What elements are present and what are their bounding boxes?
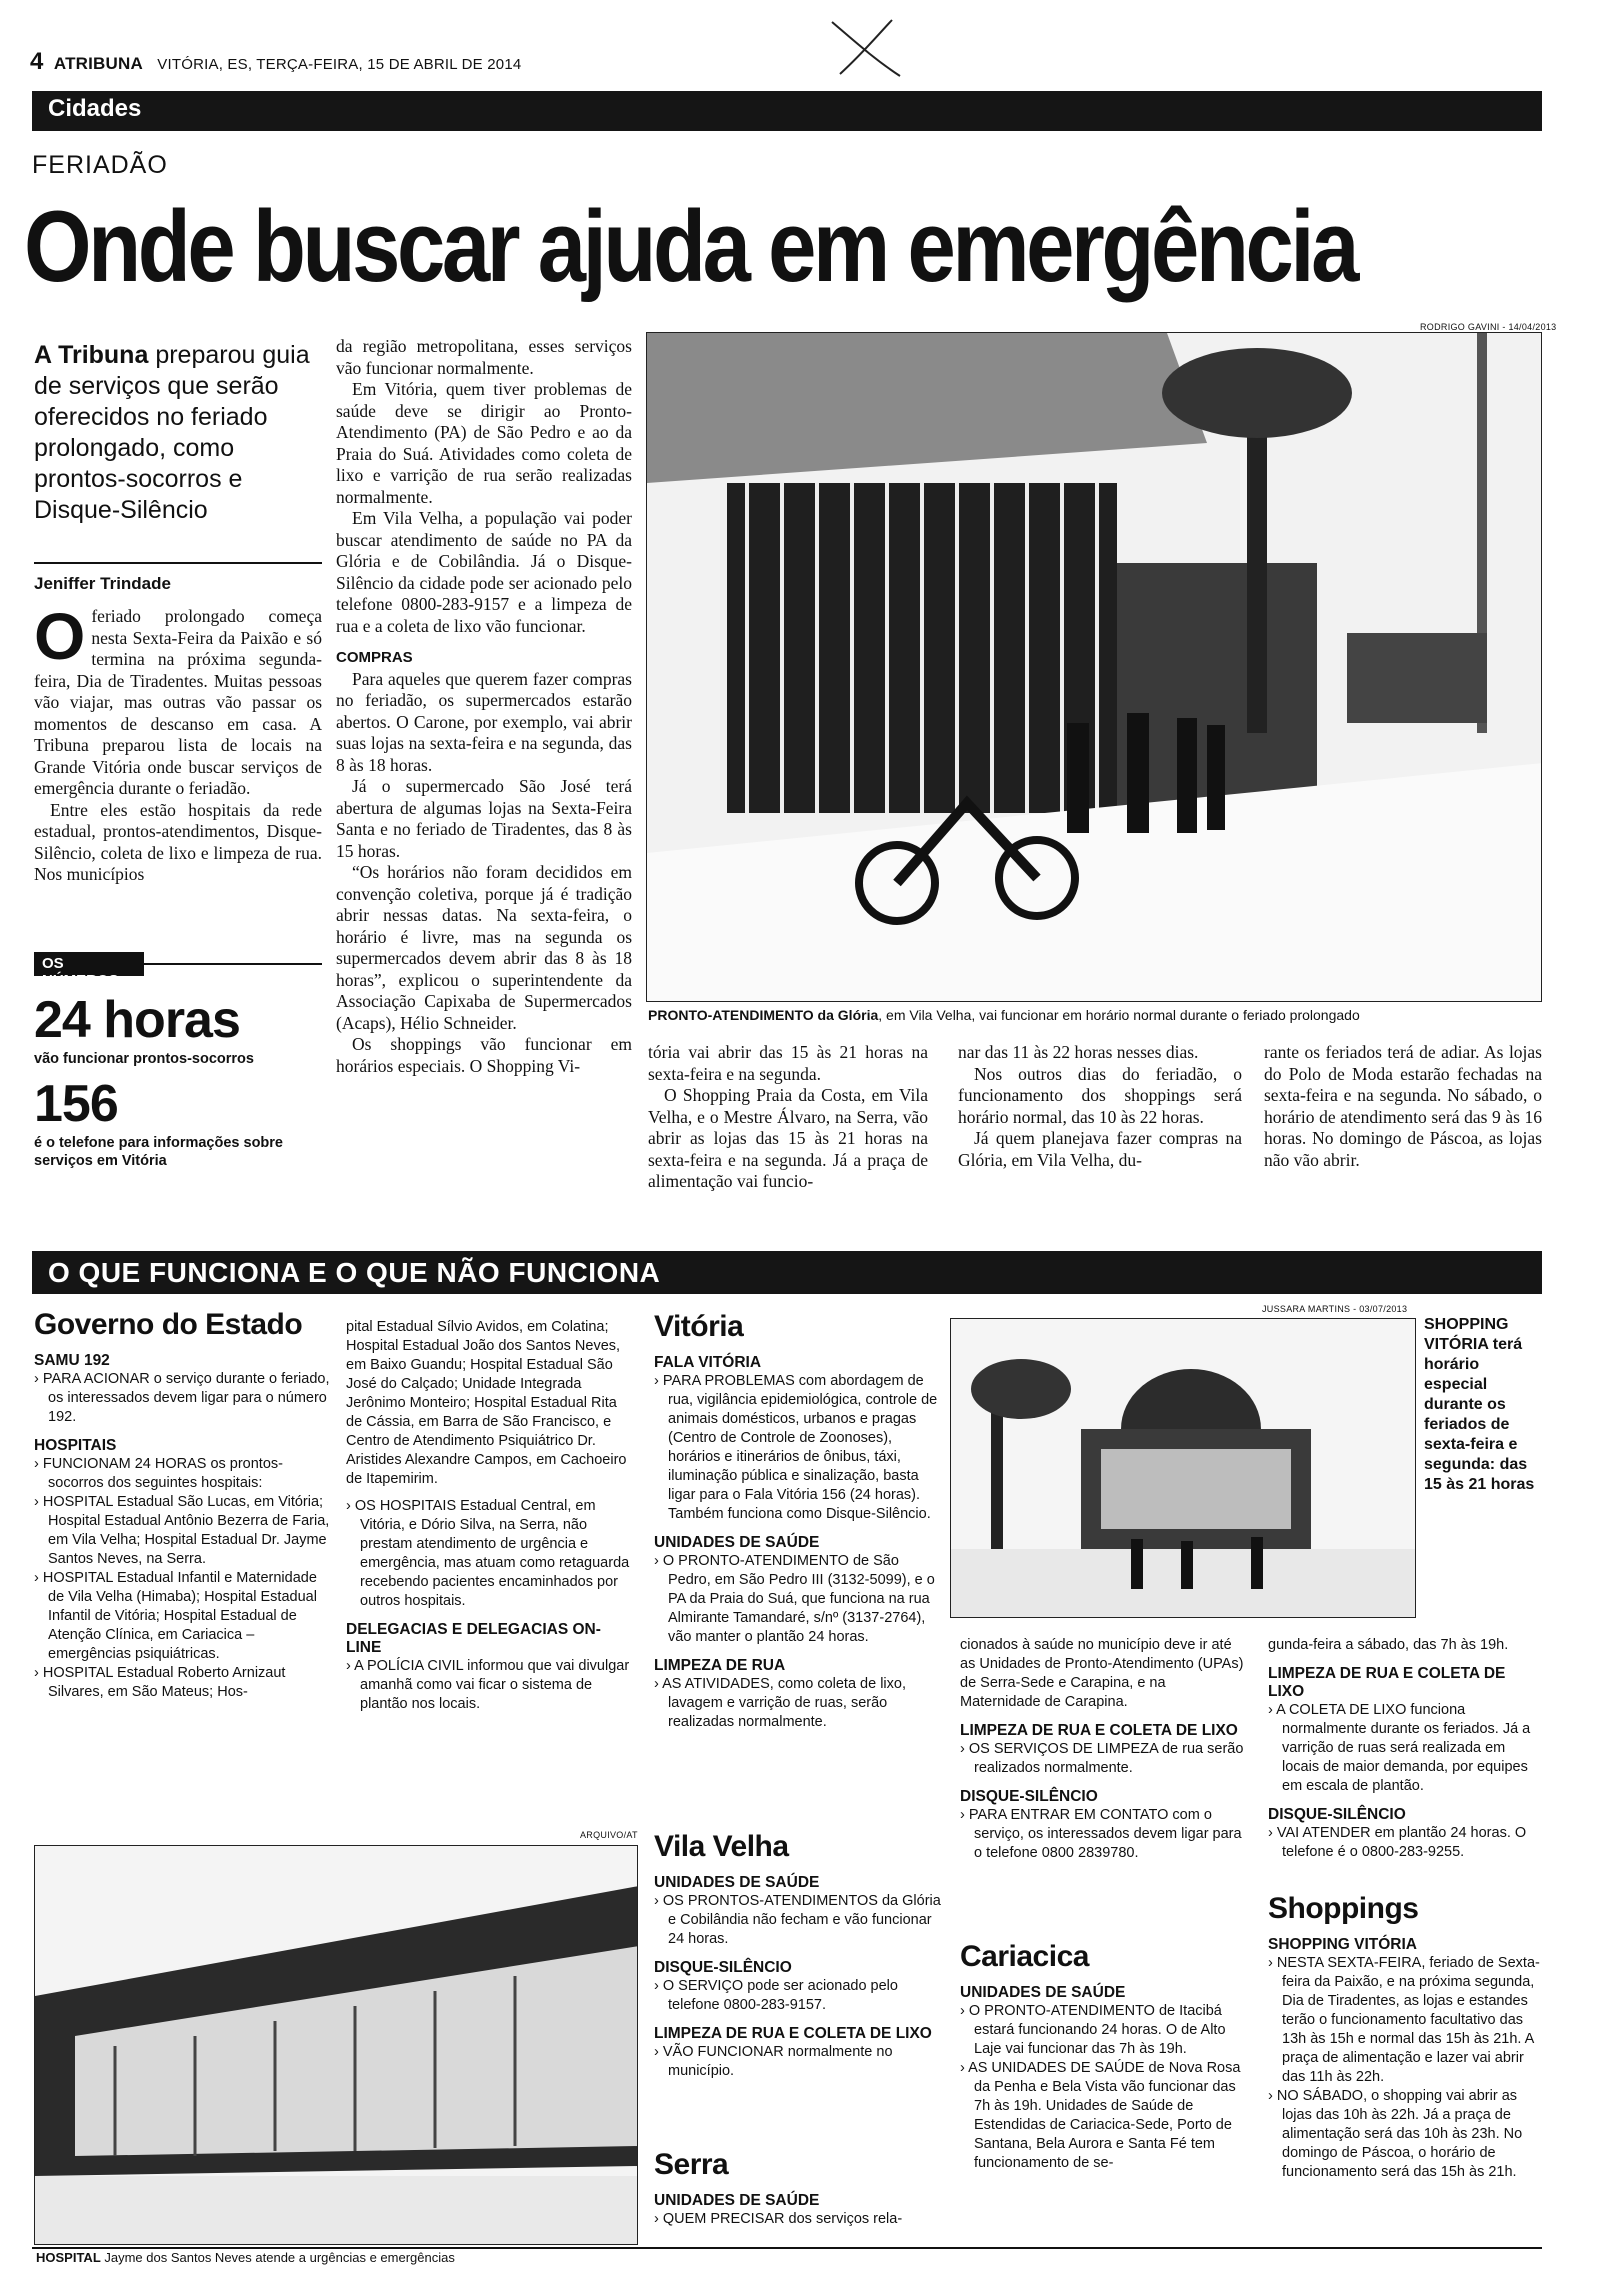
- list-item: › AS UNIDADES DE SAÚDE de Nova Rosa da Penha e Bela Vista vão funcionar das 7h às 19h. Unidades de Saúde de Estendidas de Cariacica-Sede, Porto de Santana, Bela Aurora e Santa Fé tem funcionamento de se-: [960, 2060, 1241, 2171]
- page-number: 4: [30, 48, 44, 75]
- list-item: › AS ATIVIDADES, como coleta de lixo, lavagem e varrição de ruas, serão realizadas normalmente.: [654, 1676, 906, 1730]
- list-item: › O PRONTO-ATENDIMENTO de Itacibá estará funcionando 24 horas. O de Alto Laje vai funcionar das 7h às 19h.: [960, 2003, 1226, 2057]
- caption-lead: PRONTO-ATENDIMENTO da Glória: [648, 1007, 879, 1023]
- list-item: › OS SERVIÇOS DE LIMPEZA de rua serão realizados normalmente.: [960, 1741, 1244, 1776]
- paragraph: nar das 11 às 22 horas nesses dias.: [958, 1042, 1199, 1062]
- intro-deck: [34, 340, 324, 526]
- group-title: Vila Velha: [654, 1830, 789, 1863]
- caption-text: , em Vila Velha, vai funcionar em horário normal durante o feriado prolongado: [878, 1007, 1360, 1023]
- subheading: FALA VITÓRIA: [654, 1354, 762, 1371]
- section-band: [32, 1251, 1542, 1294]
- masthead: [30, 48, 521, 76]
- intro-lead: A Tribuna: [34, 341, 149, 369]
- paragraph: “Os horários não foram decididos em convenção coletiva, porque já é tradição abrir nessas datas. Na sexta-feira, o horário é livre, mas na segunda os supermercados devem abrir das 8 às 18 horas”, explicou o superintendente da Associação Capixaba de Supermercados (Acaps), Hélio Schneider.: [336, 862, 632, 1033]
- photo-shopping: [950, 1318, 1416, 1618]
- handwritten-x-mark: [822, 14, 908, 84]
- shopping-note: SHOPPING VITÓRIA terá horário especial durante os feriados de sexta-feira e segunda: das 15 às 21 horas: [1424, 1316, 1535, 1493]
- photo-pronto-atendimento: [646, 332, 1542, 1002]
- subheading: DISQUE-SILÊNCIO: [1268, 1806, 1406, 1823]
- paragraph: feriado prolongado começa nesta Sexta-Feira da Paixão e só termina na próxima segunda-feira, Dia de Tiradentes. Muitas pessoas vão viajar, mas outras vão passar os momentos de descanso em casa. A Tribuna preparou lista de locais na Grande Vitória onde buscar serviços de emergência durante o feriadão.: [34, 606, 322, 798]
- list-item-cont: cionados à saúde no município deve ir até as Unidades de Pronto-Atendimento (UPAs) de Serra-Sede e Carapina, e na Maternidade de Carapina.: [960, 1637, 1244, 1710]
- stat-label: vão funcionar prontos-socorros: [34, 1051, 254, 1067]
- photo-caption: [36, 2250, 636, 2265]
- subheading: DISQUE-SILÊNCIO: [654, 1959, 792, 1976]
- list-item: › HOSPITAL Estadual São Lucas, em Vitória; Hospital Estadual Antônio Bezerra de Faria, em Vila Velha; Hospital Estadual Dr. Jayme Santos Neves, na Serra.: [34, 1494, 330, 1567]
- subheading: LIMPEZA DE RUA E COLETA DE LIXO: [1268, 1665, 1506, 1700]
- list-item: › PARA ACIONAR o serviço durante o feriado, os interessados devem ligar para o número 192.: [34, 1371, 330, 1425]
- section-bar: [32, 91, 1542, 131]
- paragraph: da região metropolitana, esses serviços vão funcionar normalmente.: [336, 336, 632, 378]
- subheading: DISQUE-SILÊNCIO: [960, 1788, 1098, 1805]
- band-title: O QUE FUNCIONA E O QUE NÃO FUNCIONA: [48, 1257, 661, 1288]
- list-item: › A COLETA DE LIXO funciona normalmente durante os feriados. Já a varrição de ruas será realizada em locais de maior demanda, por equipes em escala de plantão.: [1268, 1702, 1531, 1794]
- shoppings-block: [1268, 1892, 1542, 2182]
- caption-text: Jayme dos Santos Neves atende a urgências e emergências: [100, 2250, 455, 2265]
- cariacica-cont: [1268, 1636, 1542, 1862]
- subheading: LIMPEZA DE RUA E COLETA DE LIXO: [654, 2025, 932, 2042]
- list-item: › VÃO FUNCIONAR normalmente no município.: [654, 2044, 893, 2079]
- subheading: DELEGACIAS E DELEGACIAS ON-LINE: [346, 1621, 601, 1656]
- paragraph: tória vai abrir das 15 às 21 horas na sexta-feira e na segunda.: [648, 1042, 928, 1084]
- list-item-cont: gunda-feira a sábado, das 7h às 19h.: [1268, 1637, 1509, 1653]
- group-title: Vitória: [654, 1310, 744, 1343]
- divider: [144, 963, 322, 965]
- subheading: UNIDADES DE SAÚDE: [654, 1534, 820, 1551]
- group-title: Governo do Estado: [34, 1308, 303, 1341]
- list-item-cont: pital Estadual Sílvio Avidos, em Colatina; Hospital Estadual João dos Santos Neves, em Baixo Guandu; Hospital Estadual São José do Calçado; Unidade Integrada Jerônimo Monteiro; Hospital Estadual Rita de Cássia, em Barra de São Francisco, e Centro de Atendimento Psiquiátrico Dr. Aristides Alexandre Campos, em Cachoeiro de Itapemirim.: [346, 1319, 627, 1487]
- photo-hospital: [34, 1845, 638, 2245]
- numbers-tag: OS NÚMEROS: [34, 952, 144, 976]
- list-item: › NO SÁBADO, o shopping vai abrir as lojas das 10h às 22h. Já a praça de alimentação será das 10h às 23h. No domingo de Páscoa, o horário de funcionamento será das 15h às 21h.: [1268, 2088, 1523, 2180]
- subheading: UNIDADES DE SAÚDE: [960, 1984, 1126, 2001]
- drop-cap: O: [34, 599, 86, 673]
- article-column-3: [648, 1042, 928, 1193]
- list-item: › PARA PROBLEMAS com abordagem de rua, vigilância epidemiológica, controle de animais domésticos, urbanos e pragas (Centro de Controle de Zoonoses), horários e itinerários de ônibus, táxi, iluminação pública e sinalização, basta ligar para o Fala Vitória 156 (24 horas). Também funciona como Disque-Silêncio.: [654, 1373, 938, 1522]
- section-title: Cidades: [48, 95, 142, 122]
- paragraph: Já quem planejava fazer compras na Glória, em Vila Velha, du-: [958, 1128, 1242, 1170]
- article-column-5: [1264, 1042, 1542, 1171]
- photo-credit: ARQUIVO/AT: [580, 1830, 638, 1840]
- intro-text: preparou guia de serviços que serão oferecidos no feriado prolongado, como prontos-socorros e Disque-Silêncio: [34, 341, 310, 524]
- stat-value: 156: [34, 1075, 118, 1133]
- subheading: UNIDADES DE SAÚDE: [654, 2192, 820, 2209]
- cariacica-block: [960, 1940, 1250, 2173]
- group-title: Serra: [654, 2148, 729, 2181]
- subheading: LIMPEZA DE RUA E COLETA DE LIXO: [960, 1722, 1238, 1739]
- headline: Onde buscar ajuda em emergência: [24, 191, 1356, 303]
- photo-caption: [648, 1007, 1548, 1023]
- photo-credit: JUSSARA MARTINS - 03/07/2013: [1262, 1304, 1408, 1314]
- paragraph: Nos outros dias do feriadão, o funcionamento dos shoppings será horário normal, das 10 às 22 horas.: [958, 1063, 1242, 1127]
- article-column-1: [34, 599, 322, 886]
- list-item: › FUNCIONAM 24 HORAS os prontos-socorros dos seguintes hospitais:: [34, 1456, 283, 1491]
- group-title: Shoppings: [1268, 1892, 1419, 1925]
- divider: [34, 562, 322, 564]
- list-item: › OS HOSPITAIS Estadual Central, em Vitória, e Dório Silva, na Serra, não prestam atendimento de urgência e emergência, mas atuam como retaguarda recebendo pacientes encaminhados por outros hospitais.: [346, 1498, 630, 1609]
- list-item: › HOSPITAL Estadual Infantil e Maternidade de Vila Velha (Himaba); Hospital Estadual Infantil de Vitória; Hospital Estadual de Atenção Clínica, em Cariacica – emergências psiquiátricas.: [34, 1570, 317, 1662]
- subheading: SAMU 192: [34, 1352, 110, 1369]
- stat-label: é o telefone para informações sobre serviços em Vitória: [34, 1135, 283, 1169]
- paragraph: Entre eles estão hospitais da rede estadual, prontos-atendimentos, Disque-Silêncio, coleta de lixo e limpeza de rua. Nos municípios: [34, 799, 322, 884]
- list-item: › HOSPITAL Estadual Roberto Arnizaut Silvares, em São Mateus; Hos-: [34, 1665, 286, 1700]
- kicker: FERIADÃO: [32, 151, 168, 179]
- list-item: › NESTA SEXTA-FEIRA, feriado de Sexta-feira da Paixão, e na próxima segunda, Dia de Tiradentes, as lojas e estandes terão o funcionamento facultativo das 13h às 15h e normal das 15h às 21h. A praça de alimentação e lazer vai abrir das 11h às 22h.: [1268, 1955, 1540, 2085]
- photo-credit: RODRIGO GAVINI - 14/04/2013: [1420, 322, 1557, 332]
- numbers-box: [34, 990, 324, 1170]
- page-bottom-rule: [32, 2247, 1542, 2249]
- subheading: LIMPEZA DE RUA: [654, 1657, 786, 1674]
- article-column-2: [336, 336, 632, 1077]
- subheading: SHOPPING VITÓRIA: [1268, 1936, 1417, 1953]
- article-column-4: [958, 1042, 1242, 1171]
- vitoria-block: [654, 1310, 944, 1732]
- caption-lead: HOSPITAL: [36, 2250, 101, 2265]
- list-item: › QUEM PRECISAR dos serviços rela-: [654, 2211, 903, 2227]
- list-item: › PARA ENTRAR EM CONTATO com o serviço, os interessados devem ligar para o telefone 0800 2839780.: [960, 1807, 1242, 1861]
- edition-date: VITÓRIA, ES, TERÇA-FEIRA, 15 DE ABRIL DE 2014: [157, 56, 522, 73]
- subheading: HOSPITAIS: [34, 1437, 117, 1454]
- stat-value: 24 horas: [34, 991, 240, 1049]
- paragraph: Em Vitória, quem tiver problemas de saúde deve se dirigir ao Pronto-Atendimento (PA) de São Pedro e ao da Praia do Suá. Atividades como coleta de lixo e varrição de rua serão realizadas normalmente.: [336, 379, 632, 507]
- governo-column-2: [346, 1318, 636, 1714]
- paragraph: O Shopping Praia da Costa, em Vila Velha, e o Mestre Álvaro, na Serra, vão abrir as lojas das 15 às 21 horas na sexta-feira e na segunda. Já a praça de alimentação vai funcio-: [648, 1085, 928, 1191]
- paragraph: Os shoppings vão funcionar em horários especiais. O Shopping Vi-: [336, 1034, 632, 1076]
- byline: Jeniffer Trindade: [34, 574, 171, 593]
- paper-name: ATRIBUNA: [53, 54, 143, 73]
- serra-block: [654, 2148, 944, 2229]
- subheading: COMPRAS: [336, 649, 413, 666]
- governo-column-1: [34, 1308, 334, 1702]
- photo-illustration: [35, 1846, 638, 2245]
- paragraph: rante os feriados terá de adiar. As lojas do Polo de Moda estarão fechadas na sexta-feira e na segunda. No sábado, o horário de atendimento será das 9 às 16 horas. No domingo de Páscoa, as lojas não vão abrir.: [1264, 1042, 1542, 1170]
- list-item: › VAI ATENDER em plantão 24 horas. O telefone é o 0800-283-9255.: [1268, 1825, 1527, 1860]
- paragraph: Em Vila Velha, a população vai poder buscar atendimento de saúde no PA da Glória e de Cobilândia. Já o Disque-Silêncio da cidade pode ser acionado pelo telefone 0800-283-9157 e a limpeza de rua e a coleta de lixo vão funcionar.: [336, 508, 632, 636]
- subheading: UNIDADES DE SAÚDE: [654, 1874, 820, 1891]
- vilavelha-block: [654, 1830, 944, 2081]
- paragraph: Já o supermercado São José terá abertura de algumas lojas na Sexta-Feira Santa e no feriado de Tiradentes, das 8 às 15 horas.: [336, 776, 632, 861]
- photo-illustration: [647, 333, 1542, 1002]
- paragraph: Para aqueles que querem fazer compras no feriadão, os supermercados estarão abertos. O Carone, por exemplo, vai abrir suas lojas na sexta-feira e na segunda, das 8 às 18 horas.: [336, 668, 632, 775]
- list-item: › OS PRONTOS-ATENDIMENTOS da Glória e Cobilândia não fecham e vão funcionar 24 horas.: [654, 1893, 941, 1947]
- list-item: › O PRONTO-ATENDIMENTO de São Pedro, em São Pedro III (3132-5099), e o PA da Praia do Suá, que funciona na rua Almirante Tamandaré, s/nº (3137-2764), vão manter o plantão 24 horas.: [654, 1553, 935, 1645]
- serra-cont: [960, 1636, 1250, 1863]
- group-title: Cariacica: [960, 1940, 1089, 1973]
- photo-illustration: [951, 1319, 1416, 1618]
- list-item: › O SERVIÇO pode ser acionado pelo telefone 0800-283-9157.: [654, 1978, 898, 2013]
- list-item: › A POLÍCIA CIVIL informou que vai divulgar amanhã como vai ficar o sistema de plantão nos locais.: [346, 1658, 630, 1712]
